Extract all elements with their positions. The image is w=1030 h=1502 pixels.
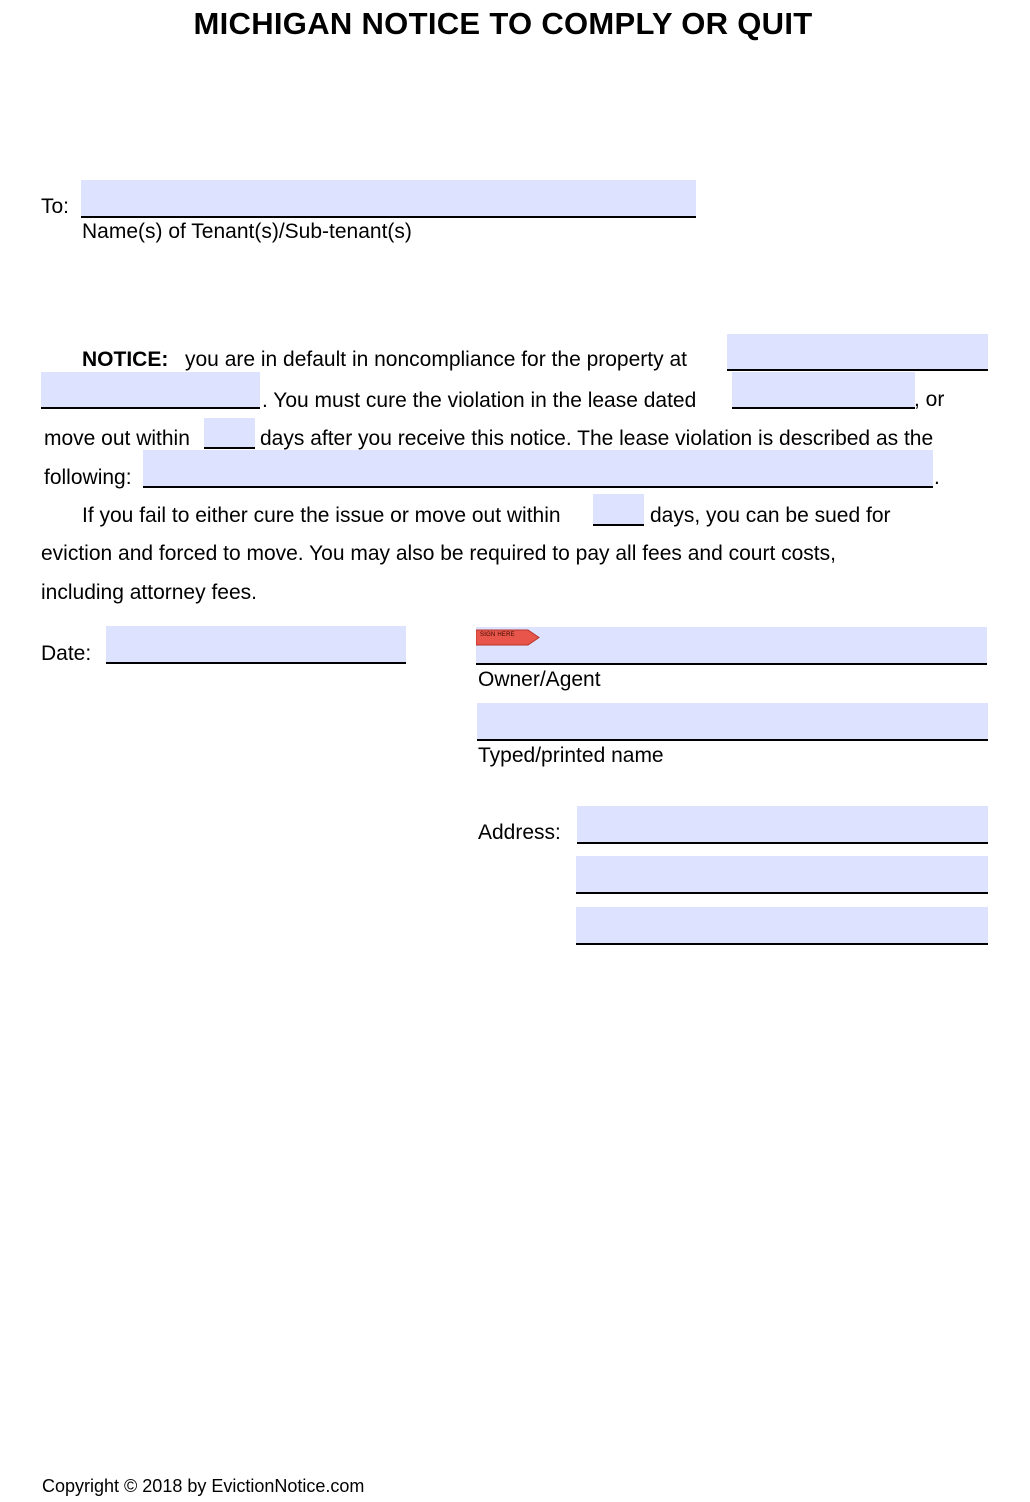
tenant-name-caption: Name(s) of Tenant(s)/Sub-tenant(s) <box>82 220 412 243</box>
tenant-name-field[interactable] <box>81 180 696 218</box>
lease-violation-field[interactable] <box>143 450 933 488</box>
printed-name-caption: Typed/printed name <box>478 744 664 767</box>
notice-line-6: eviction and forced to move. You may also be required to pay all fees and court costs, <box>41 542 836 565</box>
cure-days-field[interactable] <box>593 494 644 526</box>
address-label: Address: <box>478 821 561 844</box>
notice-line-2-end: , or <box>914 388 945 411</box>
notice-line-4-start: following: <box>44 466 132 489</box>
sign-here-flag-label: SIGN HERE <box>480 632 515 638</box>
property-address-field-1[interactable] <box>727 334 988 371</box>
owner-signature-field[interactable] <box>476 627 987 665</box>
address-field-3[interactable] <box>576 907 988 945</box>
notice-line-3-end: days after you receive this notice. The lease violation is described as the <box>260 427 934 450</box>
lease-date-field[interactable] <box>732 372 915 409</box>
move-out-days-field[interactable] <box>204 418 255 449</box>
property-address-field-2[interactable] <box>41 372 260 409</box>
to-label: To: <box>41 195 70 218</box>
date-field[interactable] <box>106 626 406 664</box>
address-field-2[interactable] <box>576 856 988 894</box>
owner-agent-caption: Owner/Agent <box>478 668 601 691</box>
notice-line-1: you are in default in noncompliance for the property at <box>185 348 687 371</box>
address-field-1[interactable] <box>577 806 988 844</box>
notice-line-5-start: If you fail to either cure the issue or move out within <box>82 504 561 527</box>
notice-line-3-start: move out within <box>44 427 190 450</box>
copyright-text: Copyright © 2018 by EvictionNotice.com <box>42 1476 365 1496</box>
notice-heading: NOTICE: <box>82 348 169 371</box>
date-label: Date: <box>41 642 92 665</box>
notice-line-2: . You must cure the violation in the lease dated <box>262 389 697 412</box>
notice-line-7: including attorney fees. <box>41 581 257 604</box>
printed-name-field[interactable] <box>477 703 988 741</box>
notice-line-5-end: days, you can be sued for <box>650 504 891 527</box>
notice-line-4-end: . <box>934 466 940 489</box>
page-title: MICHIGAN NOTICE TO COMPLY OR QUIT <box>193 6 813 41</box>
